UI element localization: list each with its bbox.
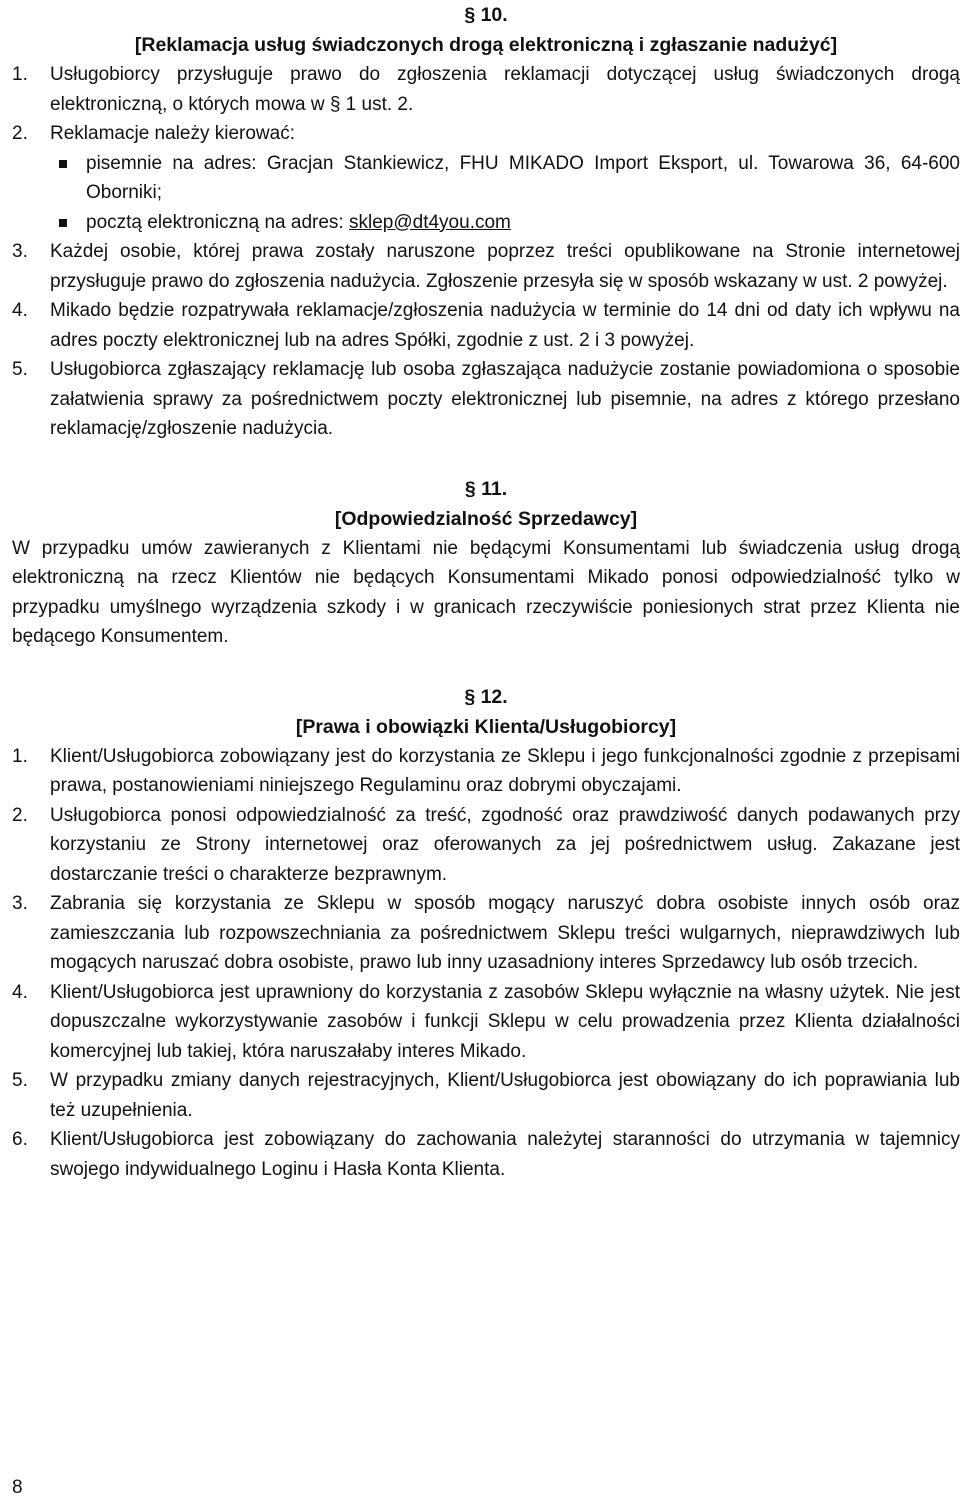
section-12-list — [12, 742, 960, 1185]
section-spacer — [12, 444, 960, 474]
item-text: Usługobiorcy przysługuje prawo do zgłoszenia reklamacji dotyczącej usług świadczonych drogą elektroniczną, o których mowa w § 1 ust. 2. — [50, 64, 960, 115]
item-text: Klient/Usługobiorca jest zobowiązany do zachowania należytej staranności do utrzymania w tajemnicy swojego indywidualnego Loginu i Hasła Konta Klienta. — [50, 1129, 960, 1180]
bullet-list — [50, 149, 960, 238]
document-page — [12, 0, 960, 1184]
item-text: Usługobiorca zgłaszający reklamację lub osoba zgłaszająca nadużycie zostanie powiadomiona o sposobie załatwienia sprawy za pośrednictwem poczty elektronicznej lub pisemnie, na adres z którego przesłano reklamację/zgłoszenie nadużycia. — [50, 359, 960, 439]
list-item — [12, 1066, 960, 1125]
email-link[interactable]: sklep@dt4you.com — [349, 211, 511, 233]
item-number: 2. — [12, 804, 28, 826]
item-number: 6. — [12, 1129, 28, 1150]
list-item — [12, 296, 960, 355]
item-number: 3. — [12, 241, 28, 262]
item-number: 1. — [12, 64, 28, 85]
square-bullet-icon — [59, 219, 67, 227]
item-text: W przypadku zmiany danych rejestracyjnych, Klient/Usługobiorca jest obowiązany do ich poprawiania lub też uzupełnienia. — [50, 1070, 960, 1121]
section-12-title: [Prawa i obowiązki Klienta/Usługobiorcy] — [295, 715, 677, 738]
bullet-item — [50, 149, 960, 208]
section-11-paragraph: W przypadku umów zawieranych z Klientami nie będącymi Konsumentami lub świadczenia usług drogą elektroniczną na rzecz Klientów nie będących Konsumentami Mikado ponosi odpowiedzialność tylko w przypadku umyślnego wyrządzenia szkody i w granicach rzeczywiście poniesionych strat przez Klienta nie będącego Konsumentem. — [12, 537, 960, 647]
section-10-title: [Reklamacja usług świadczonych drogą elektroniczną i zgłaszanie nadużyć] — [134, 34, 838, 56]
list-item — [12, 1125, 960, 1184]
item-number: 3. — [12, 893, 28, 914]
page-number: 8 — [12, 1477, 23, 1498]
item-number: 5. — [12, 359, 28, 380]
list-item — [12, 801, 960, 890]
item-text: Każdej osobie, której prawa zostały naruszone poprzez treści opublikowane na Stronie internetowej przysługuje prawo do zgłoszenia nadużycia. Zgłoszenie przesyła się w sposób wskazany w ust. 2 powyżej. — [50, 241, 960, 292]
item-text: Usługobiorca ponosi odpowiedzialność za treść, zgodność oraz prawdziwość danych podawanych przy korzystaniu ze Strony internetowej oraz oferowanych za jej pośrednictwem usług. Zakazane jest dostarczanie treści o charakterze bezprawnym. — [50, 804, 960, 885]
item-number: 4. — [12, 981, 28, 1003]
list-item — [12, 889, 960, 978]
item-text: Klient/Usługobiorca jest uprawniony do korzystania z zasobów Sklepu wyłącznie na własny użytek. Nie jest dopuszczalne wykorzystywanie zasobów i funkcji Sklepu w celu prowadzenia przez Klienta działalności komercyjnej lub takiej, która naruszałaby interes Mikado. — [50, 981, 960, 1062]
item-number: 2. — [12, 123, 28, 144]
section-10-list — [12, 60, 960, 444]
section-10-number: § 10. — [464, 4, 508, 26]
item-number: 5. — [12, 1070, 28, 1091]
item-text: Mikado będzie rozpatrywała reklamacje/zgłoszenia nadużycia w terminie do 14 dni od daty ich wpływu na adres poczty elektronicznej lub na adres Spółki, zgodnie z ust. 2 i 3 powyżej. — [50, 300, 960, 351]
list-item — [12, 237, 960, 296]
list-item — [12, 978, 960, 1067]
list-item — [12, 355, 960, 444]
item-text: Klient/Usługobiorca zobowiązany jest do korzystania ze Sklepu i jego funkcjonalności zgodnie z przepisami prawa, postanowieniami niniejszego Regulaminu oraz dobrymi obyczajami. — [50, 745, 960, 796]
item-number: 1. — [12, 745, 28, 767]
bullet-item — [50, 208, 960, 238]
bullet-text: pisemnie na adres: Gracjan Stankiewicz, FHU MIKADO Import Eksport, ul. Towarowa 36, 64-600 Oborniki; — [86, 152, 960, 203]
section-11-title: [Odpowiedzialność Sprzedawcy] — [334, 507, 638, 530]
item-text: Zabrania się korzystania ze Sklepu w sposób mogący naruszyć dobra osobiste innych osób oraz zamieszczania lub rozpowszechniania za pośrednictwem Sklepu treści wulgarnych, nieprawdziwych lub mogących naruszać dobra osobiste, prawo lub inny uzasadniony interes Sprzedawcy lub osób trzecich. — [50, 893, 960, 973]
section-spacer — [12, 652, 960, 682]
list-item — [12, 119, 960, 237]
square-bullet-icon — [59, 160, 67, 168]
item-number: 4. — [12, 300, 28, 321]
list-item — [12, 60, 960, 119]
section-11-number: § 11. — [464, 477, 508, 500]
item-text: Reklamacje należy kierować: — [50, 123, 295, 144]
section-12-number: § 12. — [464, 685, 508, 708]
list-item — [12, 742, 960, 801]
bullet-text: pocztą elektroniczną na adres: — [86, 211, 349, 233]
